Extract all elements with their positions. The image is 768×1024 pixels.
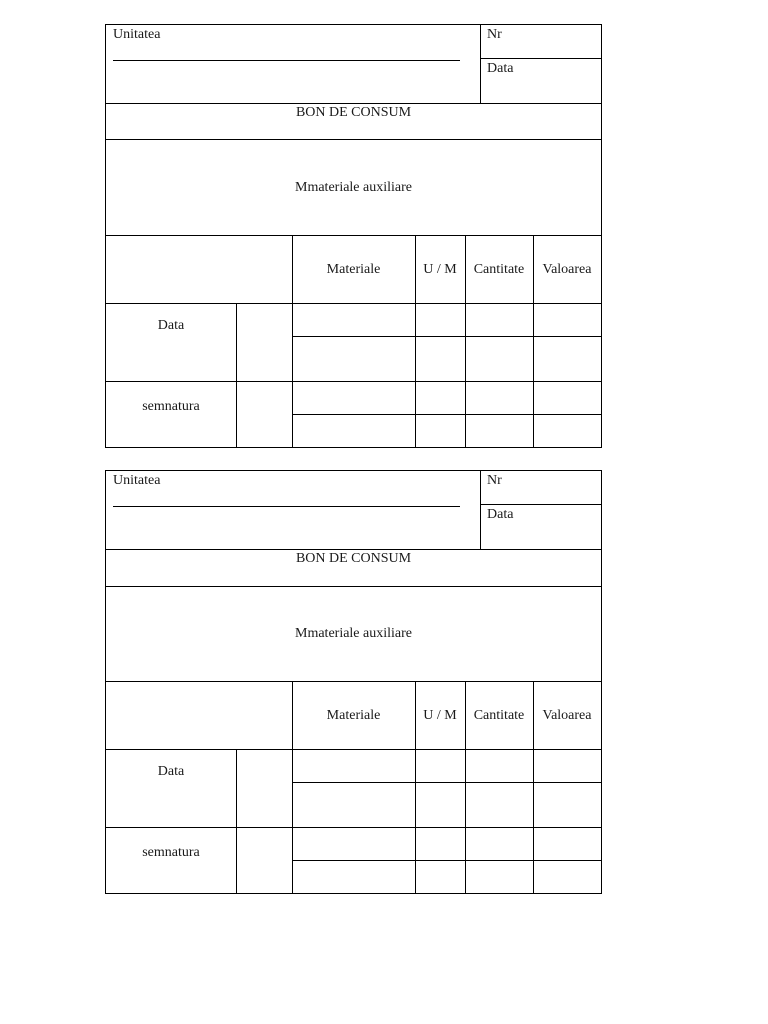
column-header-cantitate: Cantitate [473, 708, 525, 723]
bon-de-consum-form [105, 470, 602, 894]
form-subtitle: Mmateriale auxiliare [295, 180, 412, 195]
row-label-semnatura: semnatura [142, 845, 200, 860]
column-header-materiale: Materiale [326, 708, 381, 723]
nr-data-divider [480, 58, 601, 59]
nr-data-divider [480, 504, 601, 505]
data-label: Data [487, 507, 514, 522]
header-row-bottom-border [106, 303, 601, 304]
row-line [292, 782, 601, 783]
form-title: BON DE CONSUM [295, 105, 412, 120]
unitatea-label: Unitatea [113, 473, 161, 488]
label-col-divider [236, 303, 237, 447]
row-label-semnatura: semnatura [142, 399, 200, 414]
nr-label: Nr [487, 473, 502, 488]
subtitle-bottom-border [106, 681, 601, 682]
column-header-materiale: Materiale [326, 262, 381, 277]
header-row-bottom-border [106, 749, 601, 750]
unitatea-label: Unitatea [113, 27, 161, 42]
title-top-border [106, 103, 601, 104]
column-header-valoarea: Valoarea [542, 262, 592, 277]
column-header-cantitate: Cantitate [473, 262, 525, 277]
header-divider [480, 25, 481, 103]
column-header-um: U / M [423, 262, 457, 277]
row-label-data: Data [157, 764, 185, 779]
row-line [292, 336, 601, 337]
row-line [292, 860, 601, 861]
title-top-border [106, 549, 601, 550]
subtitle-bottom-border [106, 235, 601, 236]
unitatea-underline [113, 60, 460, 61]
row-line [292, 414, 601, 415]
column-header-um: U / M [423, 708, 457, 723]
nr-label: Nr [487, 27, 502, 42]
data-label: Data [487, 61, 514, 76]
unitatea-underline [113, 506, 460, 507]
header-divider [480, 471, 481, 549]
form-title: BON DE CONSUM [295, 551, 412, 566]
bon-de-consum-form [105, 24, 602, 448]
group-divider [106, 381, 601, 382]
group-divider [106, 827, 601, 828]
row-label-data: Data [157, 318, 185, 333]
title-bottom-border [106, 586, 601, 587]
column-header-valoarea: Valoarea [542, 708, 592, 723]
form-subtitle: Mmateriale auxiliare [295, 626, 412, 641]
label-col-divider [236, 749, 237, 893]
title-bottom-border [106, 139, 601, 140]
